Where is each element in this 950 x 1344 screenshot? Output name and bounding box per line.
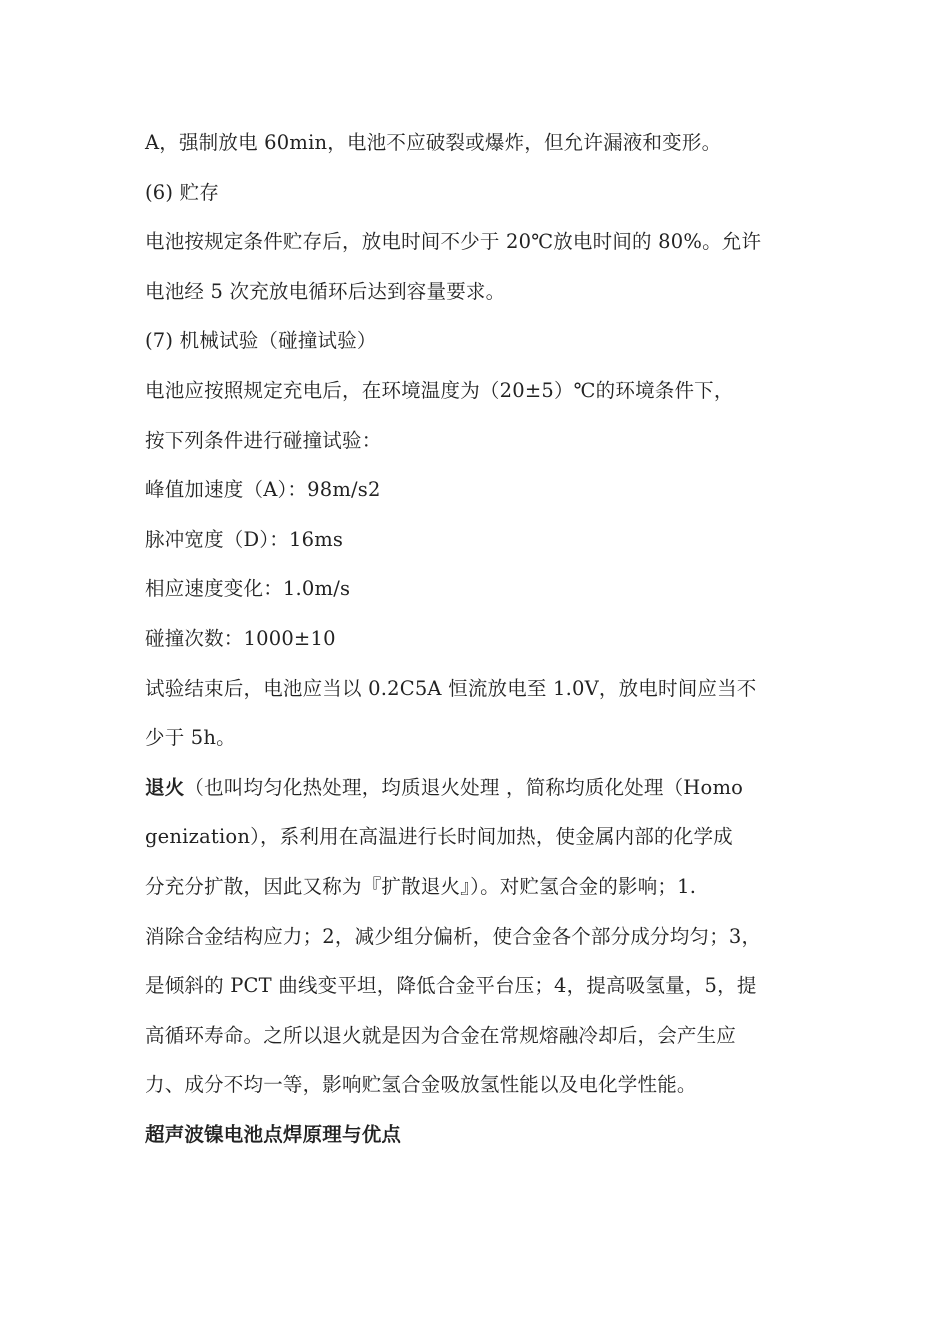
text-line: (7) 机械试验（碰撞试验） [145,329,377,353]
text-line: 电池经 5 次充放电循环后达到容量要求。 [145,279,506,303]
annealing-line: 分充分扩散，因此又称为『扩散退火』）。对贮氢合金的影响；1. [145,874,697,898]
document-page [145,118,810,1159]
text-line: 少于 5h。 [145,726,236,750]
text-line: 相应速度变化：1.0m/s [145,577,351,601]
annealing-line: 力、成分不均一等，影响贮氢合金吸放氢性能以及电化学性能。 [145,1073,697,1097]
annealing-line: 高循环寿命。之所以退火就是因为合金在常规熔融冷却后，会产生应 [145,1023,737,1047]
text-line: 脉冲宽度（D）：16ms [145,527,344,551]
text-line: 按下列条件进行碰撞试验： [145,428,382,452]
text-line: A，强制放电 60min，电池不应破裂或爆炸，但允许漏液和变形。 [145,131,722,154]
annealing-term: 退火 [145,775,185,799]
annealing-first-line-text: （也叫均匀化热处理，均质退火处理 ，简称均质化处理（Homo [184,775,744,799]
text-line: 碰撞次数：1000±10 [145,626,336,650]
text-line: 电池应按照规定充电后，在环境温度为（20±5）℃的环境条件下， [145,378,734,402]
text-line: (6) 贮存 [145,180,220,204]
annealing-paragraph-first-line [145,763,810,813]
annealing-line: genization），系利用在高温进行长时间加热，使金属内部的化学成 [145,825,733,849]
text-line: 电池按规定条件贮存后，放电时间不少于 20℃放电时间的 80%。允许 [145,230,762,254]
section-heading: 超声波镍电池点焊原理与优点 [145,1122,402,1146]
text-line: 试验结束后，电池应当以 0.2C5A 恒流放电至 1.0V，放电时间应当不 [145,676,757,700]
annealing-line: 消除合金结构应力；2，减少组分偏析，使合金各个部分成分均匀；3， [145,924,762,948]
text-line: 峰值加速度（A）：98m/s2 [145,478,381,502]
annealing-line: 是倾斜的 PCT 曲线变平坦，降低合金平台压；4，提高吸氢量，5，提 [145,974,757,998]
